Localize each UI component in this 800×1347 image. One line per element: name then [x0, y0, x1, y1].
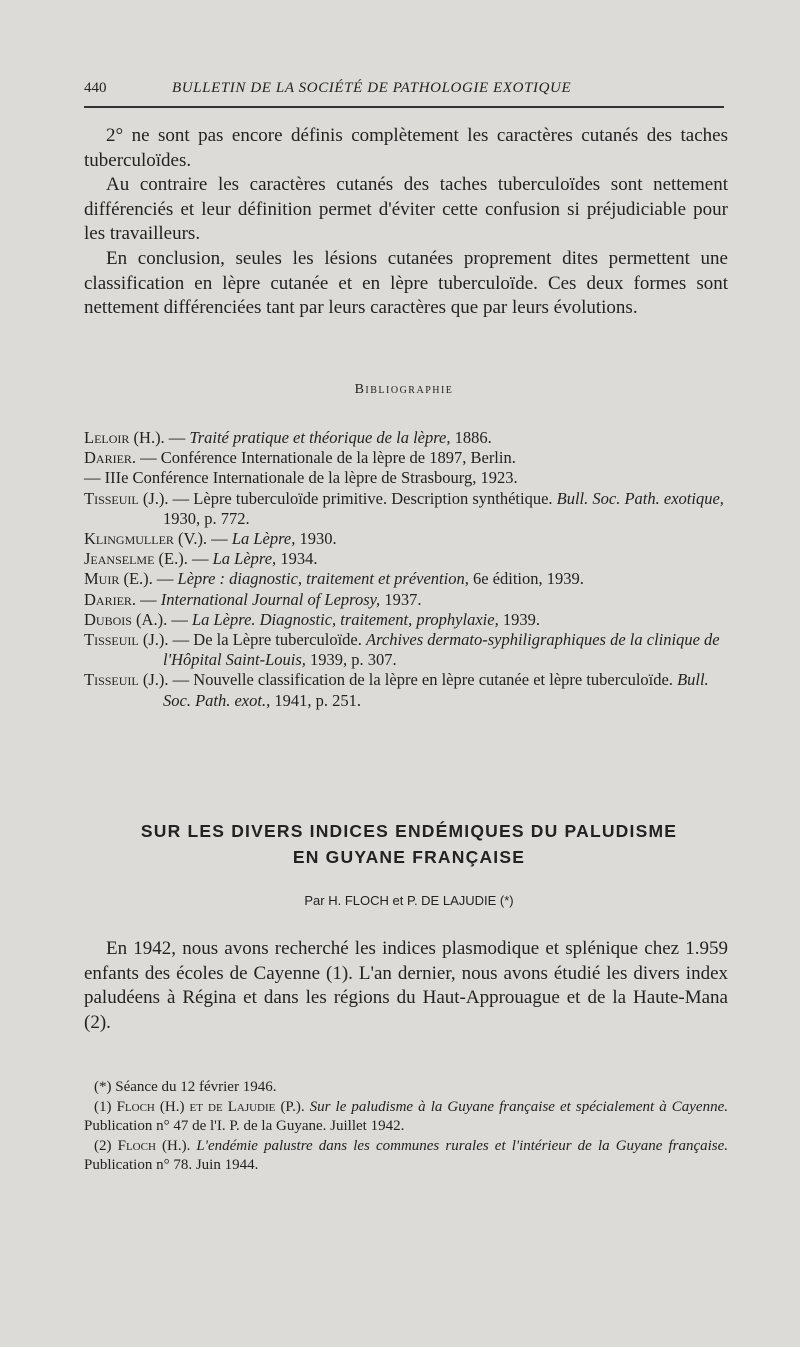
entry-text: (J.). — Nouvelle classification de la lèpre en lèpre cutanée et lèpre tuberculoïde.	[138, 670, 678, 690]
entry-tail: 6e édition, 1939.	[468, 569, 584, 589]
page-header	[84, 80, 724, 102]
entry-text: (H.). —	[129, 428, 190, 447]
entry-author: Tisseuil	[84, 488, 139, 508]
paragraph: En 1942, nous avons recherché les indices plasmodique et splénique chez 1.959 enfants des écoles de Cayenne (1). L'an dernier, nous avons étudié les divers index paludéens à Régina et dans les régions du Haut-Approuague et de la Haute-Mana (2).	[84, 938, 728, 1033]
footnote-work: L'endémie palustre dans les communes rurales et l'intérieur de la Guyane française.	[190, 1137, 729, 1154]
footnote-mark: (2)	[94, 1137, 112, 1154]
paragraph: 2° ne sont pas encore définis complètement les caractères cutanés des taches tuberculoïdes.	[84, 125, 728, 171]
paragraph: En conclusion, seules les lésions cutanées proprement dites permettent une classification en lèpre cutanée et en lèpre tuberculoïde. Ces deux formes sont nettement différenciées tant par leurs caractères que par leurs évolutions.	[84, 247, 728, 319]
footnote-work: Sur le paludisme à la Guyane française et spécialement à Cayenne.	[304, 1098, 728, 1115]
entry-tail: 1939, p. 307.	[305, 650, 397, 670]
article-body	[84, 937, 728, 1035]
bibliography-entry	[84, 529, 730, 549]
bibliography-entry	[84, 468, 730, 488]
footnotes	[84, 1078, 728, 1176]
bibliography-entry	[84, 569, 730, 589]
entry-text: (J.). — Lèpre tuberculoïde primitive. Description synthétique.	[138, 488, 557, 508]
entry-tail: 1941, p. 251.	[270, 690, 361, 710]
entry-author: Tisseuil	[84, 670, 139, 690]
entry-work: Traité pratique et théorique de la lèpre,	[189, 428, 451, 447]
entry-work: Bull. Soc. Path. exot.,	[163, 670, 709, 710]
entry-text: (J.). — De la Lèpre tuberculoïde.	[138, 630, 366, 650]
entry-author: Jeanselme	[84, 549, 155, 569]
footnote	[84, 1098, 728, 1137]
entry-text: (A.). —	[131, 609, 192, 629]
entry-text: (E.). —	[154, 549, 213, 569]
article-title-line: EN GUYANE FRANÇAISE	[292, 847, 526, 867]
footnote-author: Floch (H.).	[117, 1137, 191, 1154]
entry-text: (V.). —	[173, 529, 232, 549]
entry-tail: 1930.	[295, 529, 337, 549]
entry-work: Archives dermato-syphiligraphiques de la clinique de l'Hôpital Saint-Louis,	[163, 630, 720, 670]
entry-author: Tisseuil	[84, 630, 139, 650]
entry-text: (E.). —	[119, 569, 178, 589]
footnote-tail: Publication n° 47 de l'I. P. de la Guyane. Juillet 1942.	[84, 1118, 405, 1135]
footnote-text: Séance du 12 février 1946.	[111, 1079, 277, 1095]
entry-work: La Lèpre. Diagnostic, traitement, prophylaxie,	[191, 609, 499, 629]
bibliography-entry	[84, 489, 730, 529]
footnote-mark: (*)	[94, 1079, 112, 1095]
running-title: BULLETIN DE LA SOCIÉTÉ DE PATHOLOGIE EXOTIQUE	[172, 80, 572, 96]
bibliography-heading: Bibliographie	[354, 382, 454, 397]
bibliography-entry	[84, 590, 730, 610]
bibliography-entry	[84, 630, 730, 670]
authors-names: H. FLOCH et P. DE LAJUDIE (*)	[328, 893, 514, 908]
footnote-author: Floch (H.) et de Lajudie (P.).	[116, 1098, 305, 1115]
entry-tail: 1930, p. 772.	[163, 508, 250, 528]
paragraph: Au contraire les caractères cutanés des taches tuberculoïdes sont nettement différenciés et leur définition permet d'éviter cette confusion si préjudiciable pour les travailleurs.	[84, 174, 728, 245]
article-title-line: SUR LES DIVERS INDICES ENDÉMIQUES DU PALUDISME	[140, 821, 678, 841]
entry-author: Dubois	[84, 609, 132, 629]
entry-work: Bull. Soc. Path. exotique,	[556, 488, 724, 508]
entry-work: Lèpre : diagnostic, traitement et prévention,	[177, 569, 469, 589]
page-number: 440	[84, 80, 107, 96]
article-authors	[84, 893, 734, 908]
intro-text	[84, 124, 728, 321]
entry-work: International Journal of Leprosy,	[160, 589, 381, 609]
footnote-tail: Publication n° 78. Juin 1944.	[84, 1157, 259, 1174]
footnote-mark: (1)	[94, 1098, 112, 1115]
entry-author: Darier.	[84, 448, 137, 468]
entry-author: Klingmuller	[84, 529, 174, 549]
entry-work: La Lèpre,	[231, 529, 296, 549]
entry-author: Darier.	[84, 589, 137, 609]
bibliography-entry	[84, 448, 730, 468]
entry-text: — Conférence Internationale de la lèpre de 1897, Berlin.	[136, 448, 516, 468]
bibliography-entry	[84, 549, 730, 569]
entry-text: —	[136, 589, 161, 609]
bibliography-entry	[84, 610, 730, 630]
article-title	[84, 818, 734, 870]
footnote	[84, 1137, 728, 1176]
entry-work: La Lèpre,	[212, 549, 277, 569]
entry-author: Muir	[84, 569, 120, 589]
bibliography-list	[84, 428, 730, 711]
entry-text: — IIIe Conférence Internationale de la lèpre de Strasbourg, 1923.	[84, 468, 518, 488]
entry-tail: 1937.	[380, 589, 422, 609]
bibliography-entry	[84, 428, 730, 448]
entry-author: Leloir	[84, 428, 130, 447]
entry-tail: 1939.	[498, 609, 540, 629]
authors-prefix: Par	[304, 893, 325, 908]
entry-tail: 1934.	[276, 549, 318, 569]
entry-tail: 1886.	[450, 428, 492, 447]
footnote	[84, 1078, 728, 1098]
header-rule	[84, 106, 724, 108]
bibliography-entry	[84, 670, 730, 710]
